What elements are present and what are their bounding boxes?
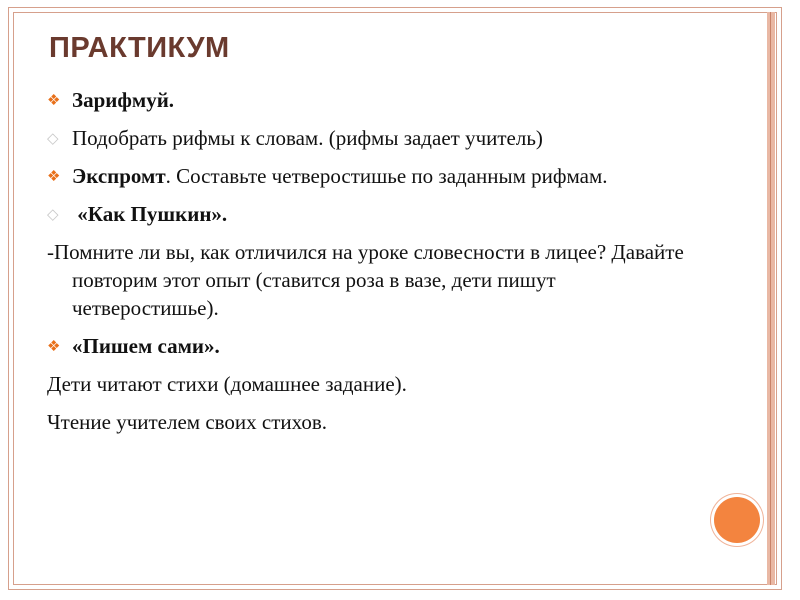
slide-content: [47, 86, 707, 446]
list-item: [47, 238, 707, 322]
list-item: [47, 408, 707, 436]
list-item: [47, 162, 707, 190]
item-text: Подобрать рифмы к словам. (рифмы задает учитель): [72, 126, 543, 150]
list-item: [47, 370, 707, 398]
list-item: [47, 86, 707, 114]
item-text: Дети читают стихи (домашнее задание).: [47, 372, 407, 396]
item-bold: «Пишем сами».: [72, 334, 220, 358]
item-text: Чтение учителем своих стихов.: [47, 410, 328, 434]
list-item: [47, 200, 707, 228]
item-bold: Экспромт: [72, 164, 166, 188]
frame-right-line: [770, 12, 771, 585]
list-item: [47, 124, 707, 152]
diamond-bullet-icon: ❖: [47, 93, 61, 109]
diamond-bullet-icon: ◇: [47, 131, 59, 147]
item-text: -Помните ли вы, как отличился на уроке словесности в лицее? Давайте повторим этот опыт (ставится роза в вазе, дети пишут четверостишье).: [47, 240, 684, 320]
item-bold: «Как Пушкин».: [72, 202, 228, 226]
item-text: . Составьте четверостишье по заданным рифмам.: [165, 164, 608, 188]
diamond-bullet-icon: ◇: [47, 207, 59, 223]
orange-circle-icon: [714, 497, 760, 543]
diamond-bullet-icon: ❖: [47, 339, 61, 355]
list-item: [47, 332, 707, 360]
item-bold: Зарифмуй.: [72, 88, 175, 112]
frame-right-band: [767, 12, 775, 585]
slide-title: ПРАКТИКУМ: [49, 32, 230, 64]
diamond-bullet-icon: ❖: [47, 169, 61, 185]
